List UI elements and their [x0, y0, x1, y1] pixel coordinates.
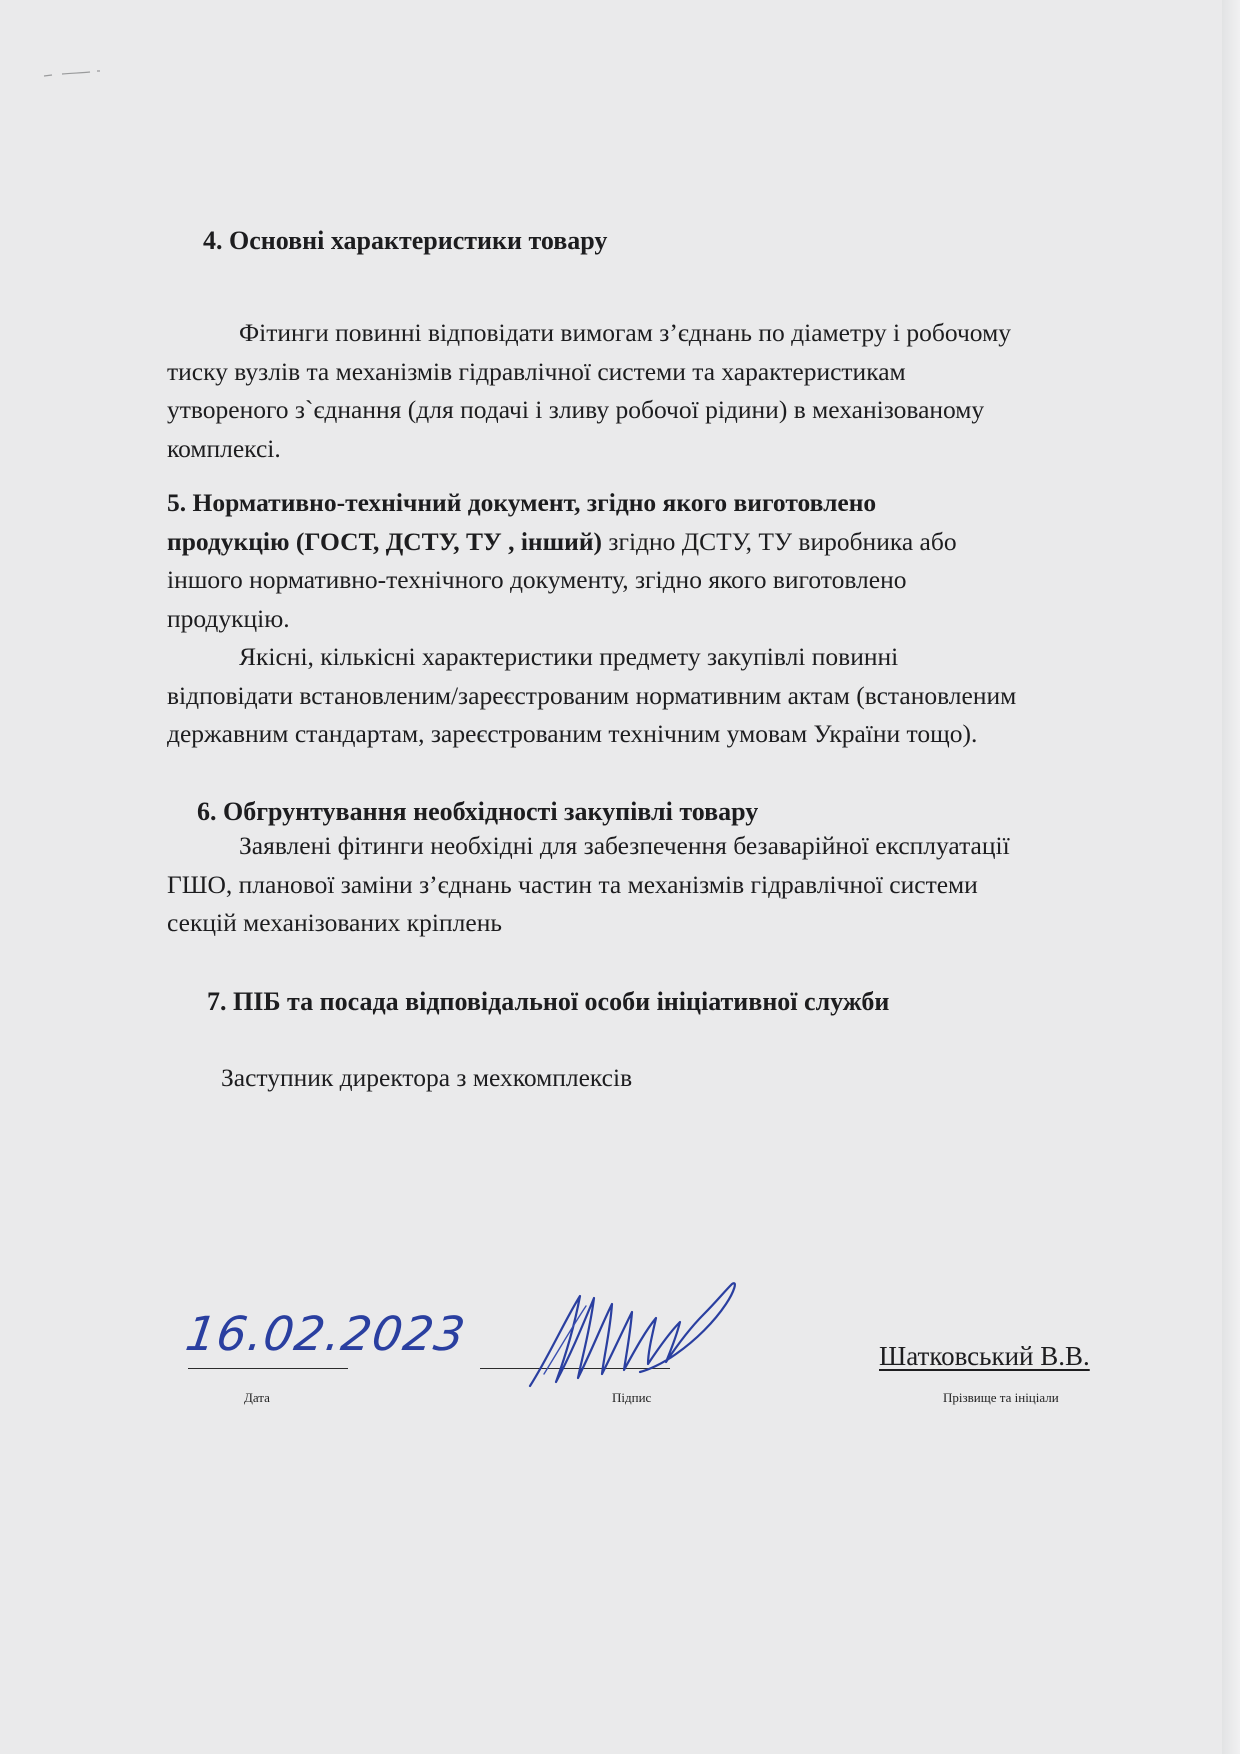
date-caption: Дата [244, 1390, 270, 1405]
section-5-heading-bold: продукцію (ГОСТ, ДСТУ, ТУ , інший) [167, 526, 603, 556]
section-6-body [167, 827, 1167, 943]
section-5-line: іншого нормативно-технічного документу, згідно якого виготовлено [167, 565, 907, 594]
signatory-name: Шатковський В.В. [879, 1341, 1090, 1371]
section-4-line: утвореного з`єднання (для подачі і зливу робочої рідини) в механізованому [167, 395, 985, 424]
section-4-line: Фітинги повинні відповідати вимогам з’єднань по діаметру і робочому [239, 318, 1011, 347]
page-edge [1222, 0, 1240, 1754]
section-6-line: ГШО, планової заміни з’єднань частин та механізмів гідравлічної системи [167, 869, 978, 899]
handwritten-signature [520, 1278, 740, 1390]
section-5-line: продукцію. [167, 603, 290, 633]
section-5-heading-line-2 [167, 523, 1167, 562]
handwritten-date: 16.02.2023 [182, 1307, 470, 1362]
date-underline [188, 1368, 348, 1369]
section-6-line: секцій механізованих кріплень [167, 908, 502, 937]
name-caption: Прізвище та ініціали [943, 1390, 1059, 1405]
section-5-line: Якісні, кількісні характеристики предмету закупівлі повинні [239, 642, 899, 671]
section-4-line: комплексі. [167, 433, 281, 463]
section-4-heading: 4. Основні характеристики товару [203, 226, 608, 255]
section-5-line: державним стандартам, зареєстрованим технічним умовам України тощо). [167, 719, 978, 748]
section-5-heading-rest: згідно ДСТУ, ТУ виробника або [602, 526, 957, 556]
section-4-body [167, 314, 1167, 468]
section-7-heading: 7. ПІБ та посада відповідальної особи ініціативної служби [207, 987, 890, 1016]
scan-speck-mark [42, 70, 104, 78]
section-5-body [167, 484, 1167, 754]
section-6-line: Заявлені фітинги необхідні для забезпечення безаварійної експлуатації [239, 831, 1010, 860]
section-5-heading: 5. Нормативно-технічний документ, згідно якого виготовлено [167, 488, 877, 517]
section-4-line: тиску вузлів та механізмів гідравлічної системи та характеристикам [167, 356, 906, 386]
signature-caption: Підпис [612, 1390, 652, 1405]
section-5-line: відповідати встановленим/зареєстрованим нормативним актам (встановленим [167, 680, 1017, 710]
responsible-position: Заступник директора з мехкомплексів [221, 1063, 633, 1092]
section-6-heading: 6. Обгрунтування необхідності закупівлі товару [197, 797, 759, 826]
